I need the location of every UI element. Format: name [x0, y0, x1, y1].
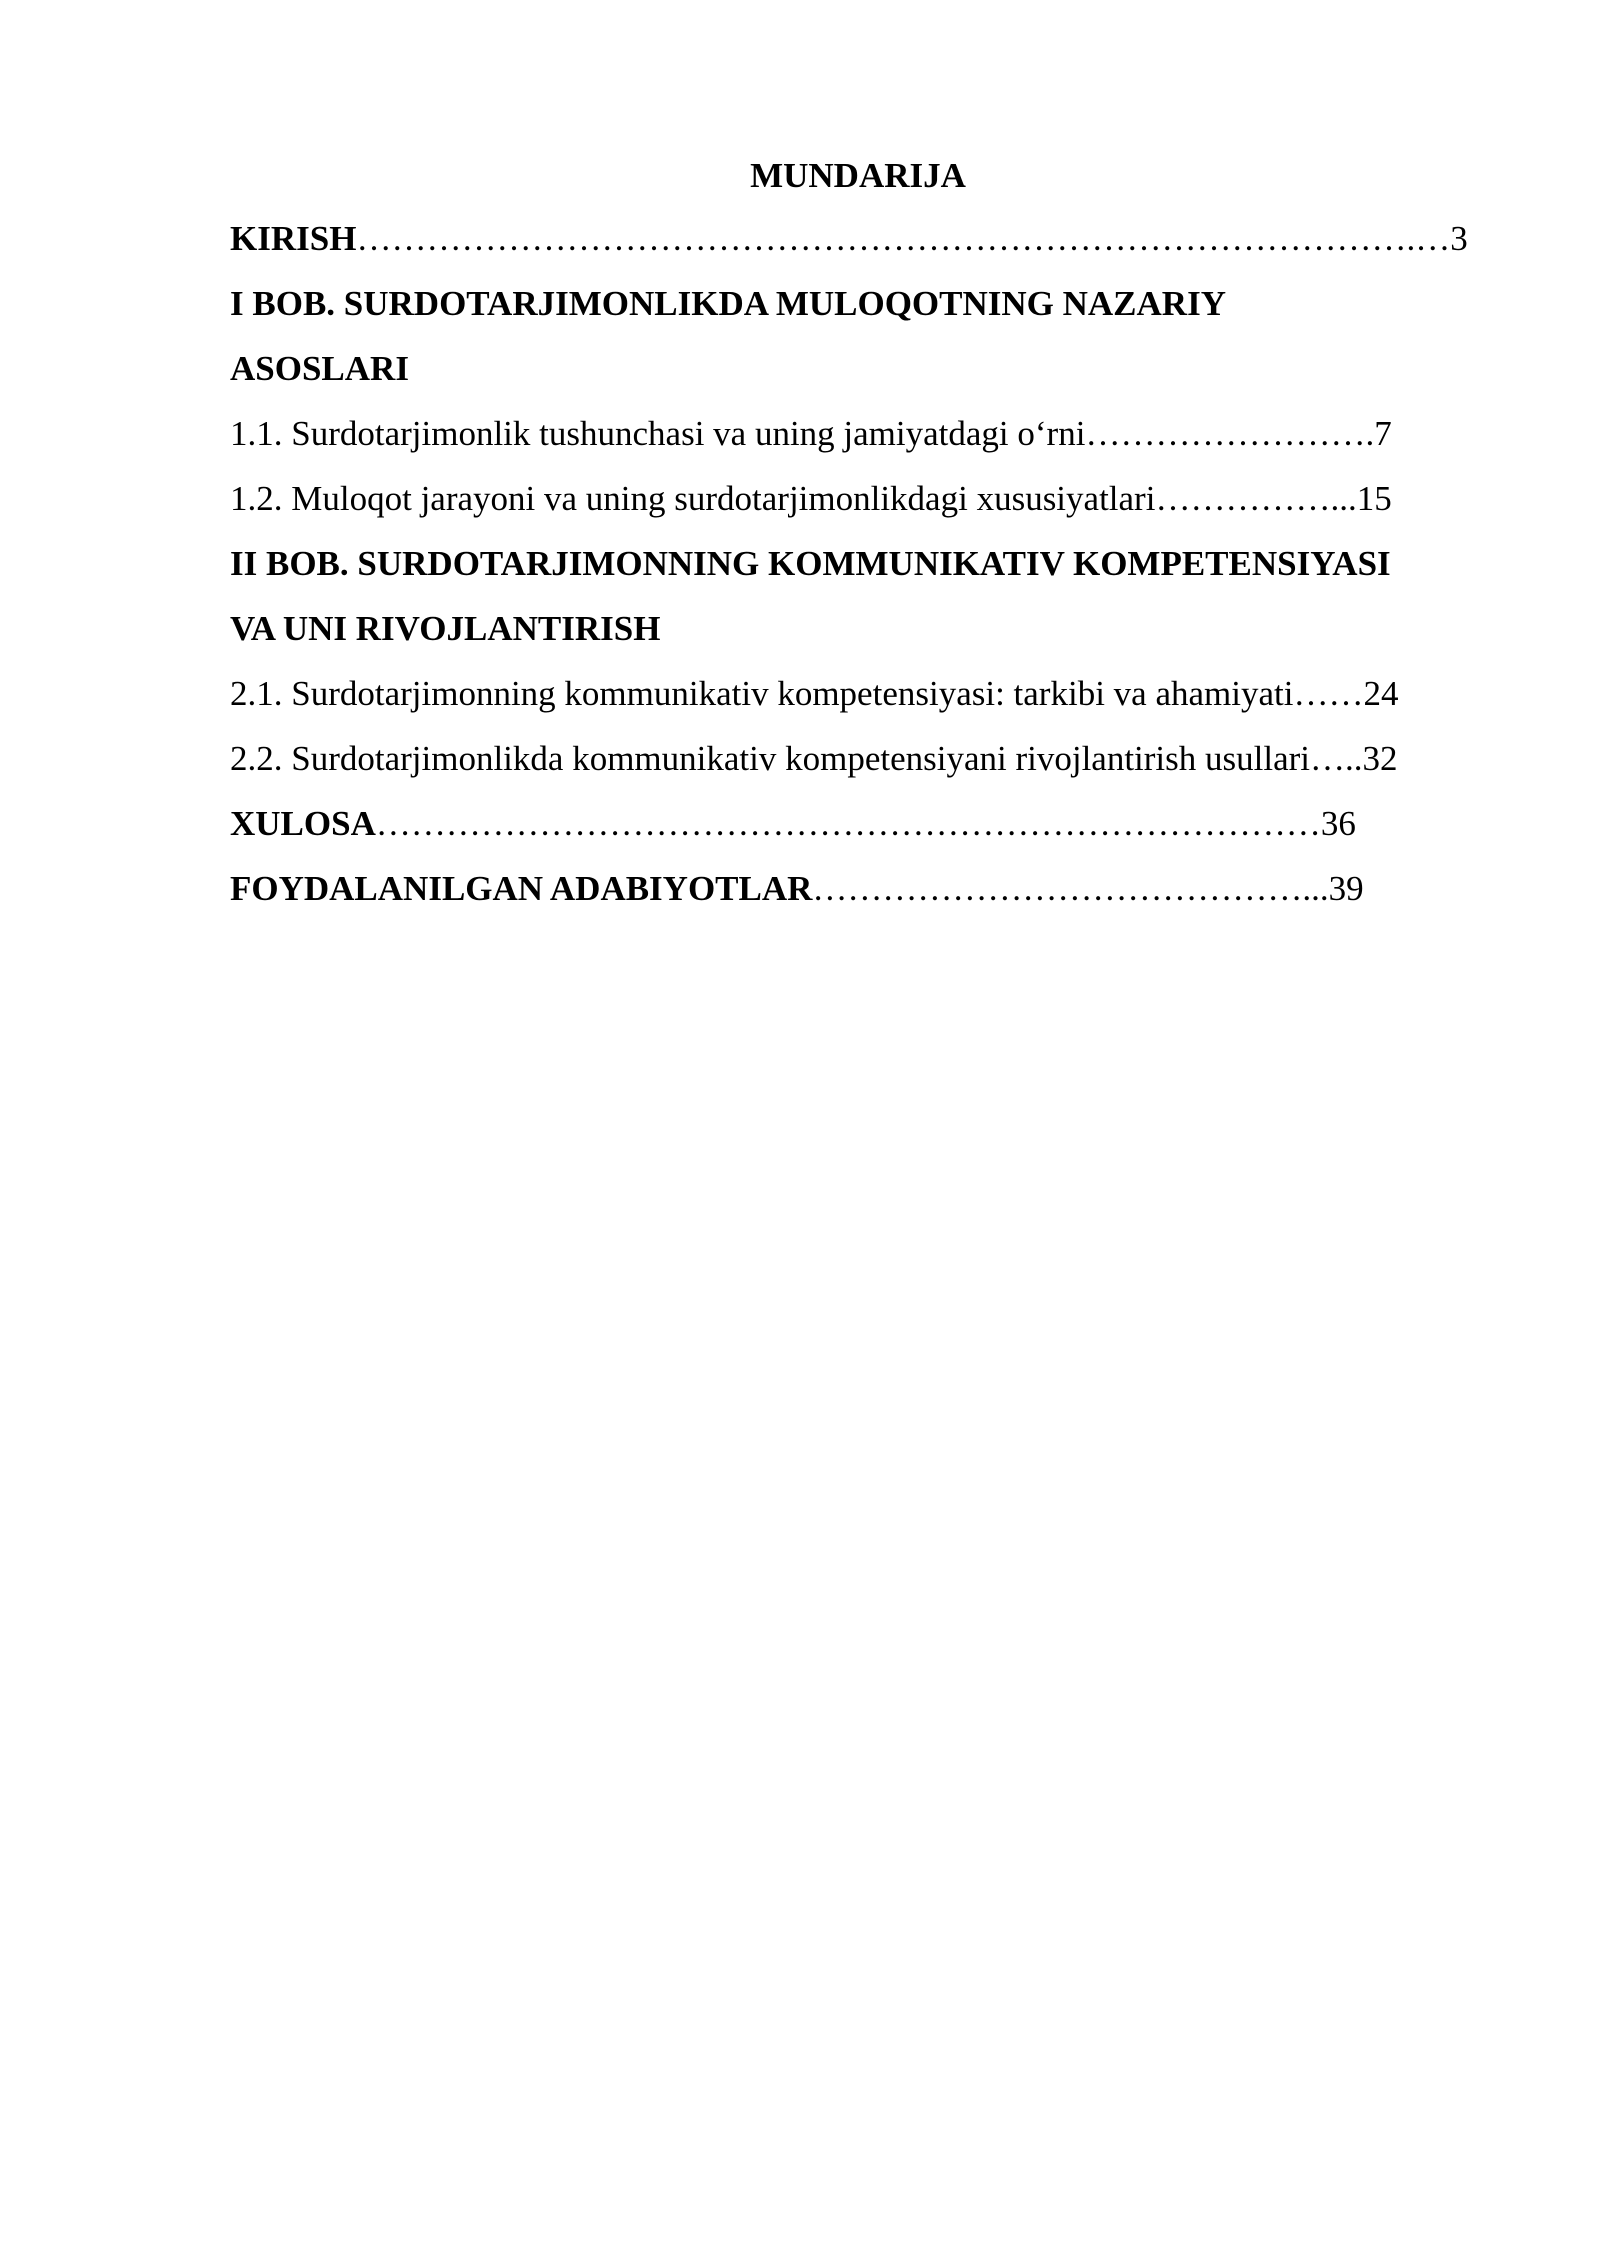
- toc-entry-page: 32: [1362, 739, 1398, 778]
- toc-entry-text: ASOSLARI: [230, 349, 409, 388]
- page-title: MUNDARIJA: [750, 156, 966, 195]
- toc-entry-leader: ……: [1293, 674, 1364, 713]
- toc-entry-text: 1.2. Muloqot jarayoni va uning surdotarjimonlikdagi xususiyatlari: [230, 479, 1156, 518]
- toc-entry-leader: ……………...: [1155, 479, 1357, 518]
- toc-entry-page: 3: [1450, 219, 1468, 258]
- toc-entry-chapter-2: [230, 540, 1492, 605]
- toc-entry-section-2-2: [230, 735, 1492, 800]
- toc-entry-kirish: [230, 215, 1492, 280]
- toc-entry-page: 7: [1374, 414, 1392, 453]
- toc-entry-chapter-2-cont: [230, 605, 1492, 670]
- toc-entry-text: VA UNI RIVOJLANTIRISH: [230, 609, 661, 648]
- toc-entry-leader: ……………………………………………………………………………….…: [356, 219, 1451, 258]
- toc-entry-text: XULOSA: [230, 804, 376, 843]
- toc-entry-page: 24: [1363, 674, 1399, 713]
- toc-entry-references: [230, 865, 1492, 930]
- toc-entry-section-2-1: [230, 670, 1492, 735]
- toc-entry-text: KIRISH: [230, 219, 357, 258]
- toc-entry-page: 39: [1328, 869, 1364, 908]
- table-of-contents: [230, 215, 1492, 930]
- toc-entry-text: II BOB. SURDOTARJIMONNING KOMMUNIKATIV KOMPETENSIYASI: [230, 544, 1391, 583]
- toc-entry-leader: ……………………………………...: [812, 869, 1329, 908]
- toc-entry-leader: ………………………………………………………………………: [375, 804, 1321, 843]
- toc-entry-leader: …………………….: [1085, 414, 1375, 453]
- toc-entry-text: 2.2. Surdotarjimonlikda kommunikativ kompetensiyani rivojlantirish usullari: [230, 739, 1311, 778]
- toc-entry-chapter-1: [230, 280, 1492, 345]
- toc-entry-text: 2.1. Surdotarjimonning kommunikativ kompetensiyasi: tarkibi va ahamiyati: [230, 674, 1294, 713]
- toc-entry-page: 15: [1356, 479, 1392, 518]
- toc-entry-text: I BOB. SURDOTARJIMONLIKDA MULOQOTNING NAZARIY: [230, 284, 1226, 323]
- toc-entry-section-1-2: [230, 475, 1492, 540]
- toc-entry-section-1-1: [230, 410, 1492, 475]
- toc-entry-xulosa: [230, 800, 1492, 865]
- toc-entry-text: 1.1. Surdotarjimonlik tushunchasi va uning jamiyatdagi o‘rni: [230, 414, 1086, 453]
- toc-entry-page: 36: [1320, 804, 1356, 843]
- toc-entry-chapter-1-cont: [230, 345, 1492, 410]
- toc-entry-text: FOYDALANILGAN ADABIYOTLAR: [230, 869, 813, 908]
- toc-entry-leader: …..: [1310, 739, 1363, 778]
